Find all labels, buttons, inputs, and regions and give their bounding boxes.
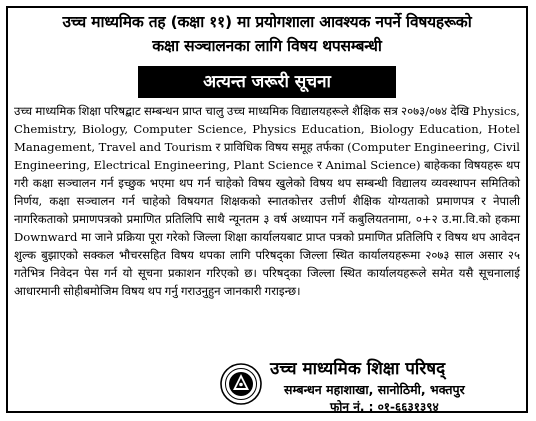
notice-body: उच्च माध्यमिक शिक्षा परिषद्बाट सम्बन्धन प्राप्त चालु उच्च माध्यमिक विद्यालयहरूले शैक्षिक सत्र २०७३/०७४ देखि Physics, Chemistry, Biology, Computer Science, Physics Education, Biology Education, Hotel Management, Travel and Tourism र प्राविधिक विषय समूह तर्फका (Computer Engineering, Civil Engineering, Electrical Engineering, Plant Science र Animal Science) बाहेकका विषयहरू थप गरी कक्षा सञ्चालन गर्न इच्छुक भएमा थप गर्न चाहेको विषय खुलेको विषय थप सम्बन्धी विद्यालय व्यवस्थापन समितिको निर्णय, कक्षा सञ्चालन गर्न चाहेको विषयगत शिक्षकको स्नातकोत्तर उत्तीर्ण शैक्षिक योग्यताको प्रमाणपत्र र नेपाली नागरिकताको प्रमाणपत्रको प्रमाणित प्रतिलिपि साथै न्यूनतम ३ वर्ष अध्यापन गर्ने कबुलियतनामा, ०+२ उ.मा.वि.को हकमा Downward मा जाने प्रक्रिया पूरा गरेको जिल्ला शिक्षा कार्यालयबाट प्राप्त पत्रको प्रमाणित प्रतिलिपि र विषय थप आवेदन शुल्क बुझाएको सक्कल भौचरसहित विषय थपका लागि परिषद्का जिल्ला स्थित कार्यालयहरूमा २०७३ साल असार २५ गतेभित्र निवेदन पेस गर्न यो सूचना प्रकाशन गरिएको छ। परिषद्का जिल्ला स्थित कार्यालयहरूले समेत यसै सूचनालाई आधारमानी सोहीबमोजिम विषय थप गर्नु गराउनुहुन जानकारी गराइन्छ। (14, 104, 520, 298)
headline-line-1: उच्च माध्यमिक तह (कक्षा ११) मा प्रयोगशाला आवश्यक नपर्ने विषयहरूको (62, 13, 472, 31)
headline-line-2: कक्षा सञ्चालनका लागि विषय थपसम्बन्धी (152, 37, 382, 55)
urgent-notice-banner: अत्यन्त जरूरी सूचना (138, 66, 396, 98)
organization-name: उच्च माध्यमिक शिक्षा परिषद् (270, 359, 446, 379)
organization-phone: फोन नं. : ०१-६६३१३९४ (330, 400, 439, 414)
council-emblem-icon (220, 363, 262, 405)
organization-address: सम्बन्धन महाशाखा, सानोठिमी, भक्तपुर (284, 382, 465, 397)
notice-headline (8, 10, 526, 58)
notice-card (6, 6, 528, 413)
